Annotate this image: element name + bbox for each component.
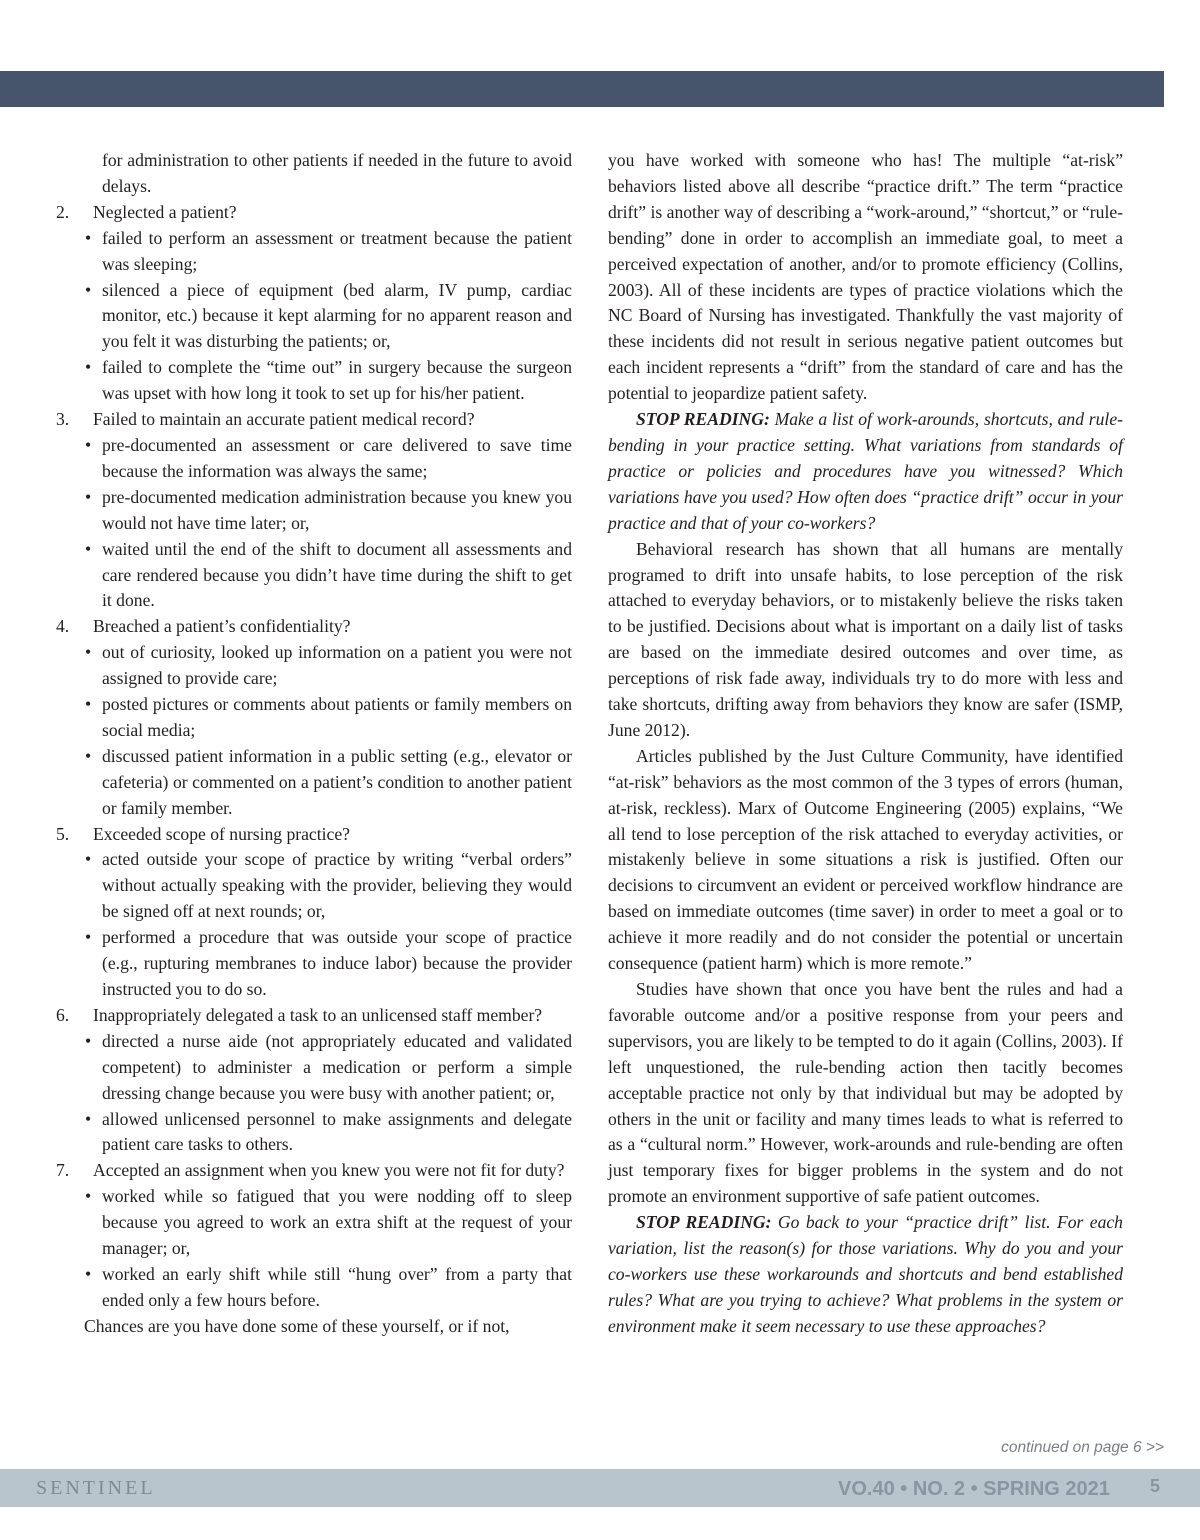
item-heading: Exceeded scope of nursing practice? — [93, 823, 350, 844]
bullet-item: • acted outside your scope of practice by writing “verbal orders” without actually speaking with the provider, believing they would be signed off at next rounds; or, — [85, 849, 572, 922]
bullet-icon: • — [85, 486, 92, 507]
bullet-item: • performed a procedure that was outside your scope of practice (e.g., rupturing membranes to induce labor) because the provider instructed you to do so. — [85, 927, 572, 999]
left-column — [56, 148, 572, 1340]
bullet-icon: • — [85, 538, 92, 559]
stop-reading-label: STOP READING: — [636, 1212, 772, 1233]
list-item — [56, 822, 572, 1003]
publication-name: SENTINEL — [36, 1477, 156, 1499]
bullet-item: • waited until the end of the shift to document all assessments and care rendered because you didn’t have time during the shift to get it done. — [85, 538, 572, 611]
paragraph: Articles published by the Just Culture Community, have identified “at-risk” behaviors as the most common of the 3 types of errors (human, at-risk, reckless). Marx of Outcome Engineering (2005) explains, “We all tend to lose perception of the risk attached to everyday activities, or mistakenly believe in some situations a risk is justified. Often our decisions to circumvent an evident or perceived workflow hindrance are based on immediate outcomes (time saver) in order to meet a goal or to achieve it more readily and do not consider the potential or uncertain consequence (patient harm) which is more remote.” — [608, 745, 1123, 974]
item-number: 6. — [56, 1004, 70, 1025]
continuation-text: for administration to other patients if needed in the future to avoid delays. — [102, 150, 572, 196]
bullet-icon: • — [85, 1186, 92, 1207]
list-item — [56, 407, 572, 614]
item-number: 7. — [56, 1160, 70, 1181]
bullet-icon: • — [85, 1108, 92, 1129]
bullet-item: • allowed unlicensed personnel to make assignments and delegate patient care tasks to others. — [85, 1108, 572, 1155]
paragraph: you have worked with someone who has! The multiple “at-risk” behaviors listed above all describe “practice drift.” The term “practice drift” is another way of describing a “work-around,” “shortcut,” or “rule-bending” done in order to accomplish an immediate goal, to meet a perceived expectation of another, and/or to promote efficiency (Collins, 2003). All of these incidents are types of practice violations which the NC Board of Nursing has investigated. Thankfully the vast majority of these incidents did not result in serious negative patient outcomes but each incident represents a “drift” from the standard of care and has the potential to jeopardize patient safety. — [608, 150, 1123, 404]
item-number: 5. — [56, 823, 70, 844]
bullet-icon: • — [85, 279, 92, 300]
bullet-item: • out of curiosity, looked up information on a patient you were not assigned to provide care; — [85, 642, 572, 689]
stop-reading-label: STOP READING: — [636, 409, 770, 430]
bullet-icon: • — [85, 642, 92, 663]
item-heading: Breached a patient’s confidentiality? — [93, 616, 351, 637]
item-heading: Failed to maintain an accurate patient medical record? — [93, 409, 475, 430]
bullet-icon: • — [85, 227, 92, 248]
bullet-icon: • — [85, 1263, 92, 1284]
bullet-item: • worked an early shift while still “hung over” from a party that ended only a few hours before. — [85, 1263, 572, 1310]
list-item — [56, 1003, 572, 1158]
continued-link[interactable]: continued on page 6 >> — [1001, 1439, 1164, 1456]
stop-reading-prompt: STOP READING: Go back to your “practice drift” list. For each variation, list the reason(s) for those variations. Why do you and your co-workers use these workarounds and shortcuts and bend established rules? What are you trying to achieve? What problems in the system or environment make it seem necessary to use these approaches? — [608, 1212, 1123, 1336]
item-number: 3. — [56, 409, 70, 430]
bullet-icon: • — [85, 927, 92, 948]
list-item — [56, 200, 572, 407]
page-number: 5 — [1150, 1476, 1161, 1496]
paragraph: Behavioral research has shown that all humans are mentally programed to drift into unsafe habits, to lose perception of the risk attached to everyday behaviors, or to mistakenly believe the risks taken to be justified. Decisions about what is important on a daily list of tasks are based on the immediate desired outcomes and over time, as perceptions of risk fade away, individuals try to do more with less and take shortcuts, drifting away from behaviors they know are safer (ISMP, June 2012). — [608, 538, 1123, 740]
bullet-item: • failed to perform an assessment or treatment because the patient was sleeping; — [85, 227, 572, 274]
bullet-icon: • — [85, 745, 92, 766]
bullet-icon: • — [85, 434, 92, 455]
right-column — [608, 148, 1123, 1340]
bullet-item: • posted pictures or comments about patients or family members on social media; — [85, 694, 572, 740]
item-heading: Neglected a patient? — [93, 201, 237, 222]
item-number: 4. — [56, 616, 70, 637]
paragraph: Studies have shown that once you have bent the rules and had a favorable outcome and/or a positive response from your peers and supervisors, you are likely to be tempted to do it again (Collins, 2003). If left unquestioned, the rule-bending action then tacitly becomes acceptable practice not only by that individual but may be adopted by others in the unit or facility and many times leads to what is referred to as a “cultural norm.” However, work-arounds and rule-bending are often just temporary fixes for bigger problems in the system and do not promote an environment supportive of safe patient outcomes. — [608, 979, 1123, 1207]
item-number: 2. — [56, 201, 70, 222]
item-heading: Inappropriately delegated a task to an unlicensed staff member? — [93, 1004, 543, 1025]
item-heading: Accepted an assignment when you knew you were not fit for duty? — [93, 1160, 565, 1181]
stop-reading-prompt: STOP READING: Make a list of work-arounds, shortcuts, and rule-bending in your practice setting. What variations from standards of practice or policies and procedures have you witnessed? Which variations have you used? How often does “practice drift” occur in your practice and that of your co-workers? — [608, 409, 1123, 533]
bullet-item: • pre-documented medication administration because you knew you would not have time later; or, — [85, 486, 572, 533]
issue-info: VO.40 • NO. 2 • SPRING 2021 — [838, 1478, 1110, 1500]
bullet-item: • pre-documented an assessment or care delivered to save time because the information was always the same; — [85, 434, 572, 481]
list-item — [56, 1158, 572, 1313]
bullet-item: • worked while so fatigued that you were nodding off to sleep because you agreed to work an extra shift at the request of your manager; or, — [85, 1186, 572, 1259]
list-item — [56, 614, 572, 821]
bullet-item: • failed to complete the “time out” in surgery because the surgeon was upset with how long it took to set up for his/her patient. — [85, 357, 572, 404]
bullet-item: • discussed patient information in a public setting (e.g., elevator or cafeteria) or commented on a patient’s condition to another patient or family member. — [85, 745, 572, 818]
bullet-icon: • — [85, 1030, 92, 1051]
bullet-icon: • — [85, 849, 92, 870]
bullet-item: • directed a nurse aide (not appropriately educated and validated competent) to administer a medication or perform a simple dressing change because you were busy with another patient; or, — [85, 1030, 572, 1103]
bullet-icon: • — [85, 357, 92, 378]
bullet-item: • silenced a piece of equipment (bed alarm, IV pump, cardiac monitor, etc.) because it kept alarming for no apparent reason and you felt it was disturbing the patients; or, — [85, 279, 572, 352]
closing-paragraph: Chances are you have done some of these yourself, or if not, — [84, 1315, 510, 1336]
header-bar — [0, 71, 1164, 107]
bullet-icon: • — [85, 694, 92, 715]
